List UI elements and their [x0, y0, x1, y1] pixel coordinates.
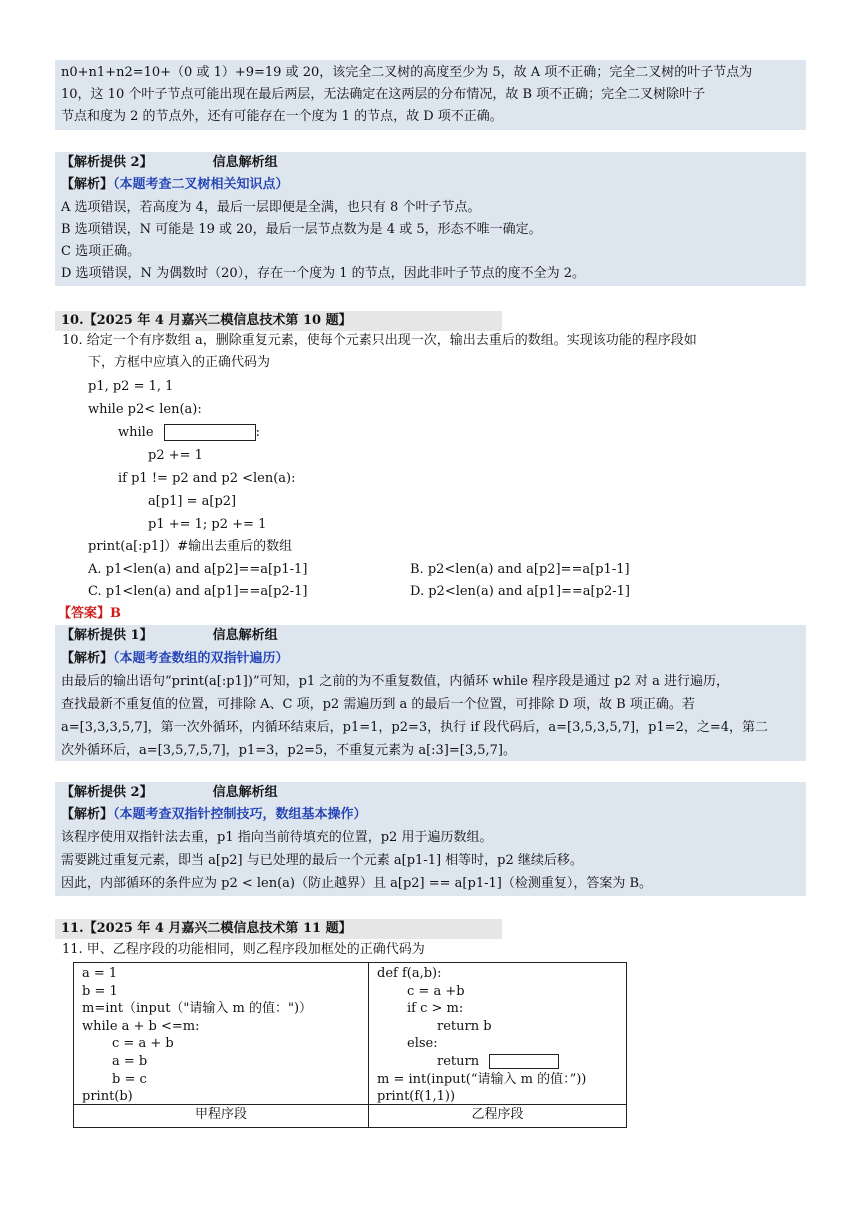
code-line: m = int(input(“请输入 m 的值：”))	[377, 1071, 587, 1087]
program-comparison-table	[73, 962, 627, 1128]
analysis-line: 10，这 10 个叶子节点可能出现在最后两层，无法确定在这两层的分布情况，故 B 项不正确；完全二叉树除叶子	[61, 87, 706, 102]
analysis-line: A 选项错误，若高度为 4，最后一层即便是全满，也只有 8 个叶子节点。	[61, 200, 481, 215]
option-b: B. p2<len(a) and a[p2]==a[p1-1]	[410, 562, 630, 577]
code-line: print(b)	[82, 1089, 133, 1105]
left-program-cell	[74, 963, 369, 1105]
question-10-heading: 10.【2025 年 4 月嘉兴二模信息技术第 10 题】	[55, 311, 502, 331]
right-program-caption: 乙程序段	[369, 1105, 627, 1128]
analysis-header: 【解析提供 2】 信息解析组	[61, 785, 278, 800]
analysis-line: 节点和度为 2 的节点外，还有可能存在一个度为 1 的节点，故 D 项不正确。	[61, 109, 503, 124]
code-line: b = 1	[82, 983, 118, 999]
code-line: a = b	[112, 1053, 148, 1069]
option-a: A. p1<len(a) and a[p2]==a[p1-1]	[88, 562, 308, 577]
analysis-header: 【解析提供 2】 信息解析组	[61, 155, 278, 170]
right-program-cell	[369, 963, 627, 1105]
code-line: while a + b <=m:	[82, 1018, 200, 1034]
code-line: a = 1	[82, 966, 118, 981]
analysis-title: 【解析】（本题考查数组的双指针遍历）	[61, 651, 289, 666]
code-line: return b	[437, 1018, 492, 1034]
analysis-continuation-block	[55, 60, 806, 130]
code-line: while p2< len(a):	[88, 402, 202, 417]
code-line: while :	[118, 425, 261, 440]
code-line: p2 += 1	[148, 448, 203, 463]
code-line: else:	[407, 1036, 438, 1052]
analysis-line: 因此，内部循环的条件应为 p2 < len(a)（防止越界）且 a[p2] == a[p1-1]（检测重复），答案为 B。	[61, 876, 653, 891]
analysis-line: D 选项错误，N 为偶数时（20），存在一个度为 1 的节点，因此非叶子节点的度不全为 2。	[61, 266, 586, 281]
analysis-line: C 选项正确。	[61, 244, 141, 259]
code-line: print(f(1,1))	[377, 1089, 456, 1105]
q10-analysis-2-block	[55, 782, 806, 896]
question-10-stem: 10. 给定一个有序数组 a，删除重复元素，使每个元素只出现一次，输出去重后的数组。实现该功能的程序段如	[62, 333, 697, 348]
code-line: m=int（input（"请输入 m 的值：")）	[82, 1001, 313, 1017]
answer-blank-box	[489, 1054, 559, 1069]
code-line: c = a +b	[407, 983, 465, 999]
code-line: def f(a,b):	[377, 966, 442, 981]
left-program-caption: 甲程序段	[74, 1105, 369, 1128]
analysis-line: 该程序使用双指针法去重，p1 指向当前待填充的位置，p2 用于遍历数组。	[61, 830, 493, 845]
analysis-title: 【解析】（本题考查双指针控制技巧，数组基本操作）	[61, 807, 367, 822]
code-line: return	[377, 1053, 618, 1071]
analysis-title: 【解析】（本题考查二叉树相关知识点）	[61, 177, 289, 192]
analysis-line: n0+n1+n2=10+（0 或 1）+9=19 或 20，该完全二叉树的高度至少为 5，故 A 项不正确；完全二叉树的叶子节点为	[61, 65, 753, 80]
analysis-header: 【解析提供 1】 信息解析组	[61, 628, 278, 643]
question-11-stem: 11. 甲、乙程序段的功能相同，则乙程序段加框处的正确代码为	[62, 942, 425, 957]
answer-line: 【答案】B	[58, 606, 122, 621]
option-c: C. p1<len(a) and a[p1]==a[p2-1]	[88, 584, 308, 599]
q10-analysis-1-block	[55, 625, 806, 761]
code-line: b = c	[112, 1071, 147, 1087]
analysis-line: a=[3,3,3,5,7]，第一次外循环，内循环结束后，p1=1，p2=3，执行 if 段代码后，a=[3,5,3,5,7]，p1=2，之=4，第二	[61, 720, 769, 735]
code-line: print(a[:p1]）#输出去重后的数组	[88, 539, 293, 554]
code-line: if c > m:	[407, 1001, 464, 1017]
code-line: if p1 != p2 and p2 <len(a):	[118, 471, 296, 486]
analysis-line: 次外循环后，a=[3,5,7,5,7]，p1=3，p2=5，不重复元素为 a[:3]=[3,5,7]。	[61, 743, 516, 758]
code-line: p1 += 1; p2 += 1	[148, 517, 267, 532]
code-line: p1, p2 = 1, 1	[88, 379, 174, 394]
analysis-line: B 选项错误，N 可能是 19 或 20，最后一层节点数为是 4 或 5，形态不唯一确定。	[61, 222, 542, 237]
code-line: a[p1] = a[p2]	[148, 494, 237, 509]
answer-blank-box	[164, 424, 256, 441]
analysis-line: 由最后的输出语句“print(a[:p1])”可知，p1 之前的为不重复数值，内循环 while 程序段是通过 p2 对 a 进行遍历，	[61, 674, 729, 689]
analysis-line: 查找最新不重复值的位置，可排除 A、C 项，p2 需遍历到 a 的最后一个位置，可排除 D 项，故 B 项正确。若	[61, 697, 695, 712]
question-11-heading: 11.【2025 年 4 月嘉兴二模信息技术第 11 题】	[55, 919, 502, 939]
question-10-stem: 下，方框中应填入的正确代码为	[88, 355, 271, 370]
option-d: D. p2<len(a) and a[p1]==a[p2-1]	[410, 584, 630, 599]
code-line: c = a + b	[112, 1036, 174, 1052]
analysis-line: 需要跳过重复元素，即当 a[p2] 与已处理的最后一个元素 a[p1-1] 相等时，p2 继续后移。	[61, 853, 583, 868]
q9-analysis-2-block	[55, 152, 806, 286]
